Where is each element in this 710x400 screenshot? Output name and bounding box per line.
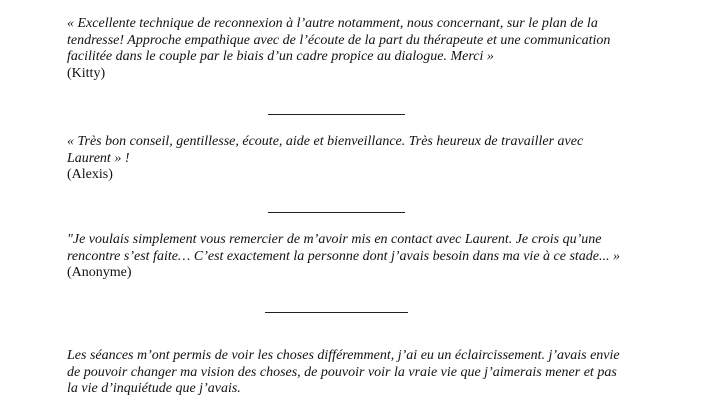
quote-line: « Très bon conseil, gentillesse, écoute, aide et bienveillance. Très heureux de travailler avec xyxy=(67,134,584,149)
testimonial-author: (Kitty) xyxy=(67,65,106,81)
quote-line: de pouvoir changer ma vision des choses, de pouvoir voir la vraie vie que j’aimerais mener et pas xyxy=(67,364,617,380)
quote-line: facilitée dans le couple par le biais d’un cadre propice au dialogue. Merci » xyxy=(67,49,494,64)
quote-line: "Je voulais simplement vous remercier de m’avoir mis en contact avec Laurent. Je crois qu’une xyxy=(67,232,602,247)
quote-line: rencontre s’est faite… C’est exactement la personne dont j’avais besoin dans ma vie à ce stade... » xyxy=(67,248,621,264)
testimonial-alexis xyxy=(67,134,647,184)
separator-line xyxy=(268,114,405,115)
quote-line: tendresse! Approche empathique avec de l’écoute de la part du thérapeute et une communication xyxy=(67,32,611,48)
testimonial-quote xyxy=(67,232,647,265)
testimonial-quote xyxy=(67,348,647,398)
testimonial-author: (Alexis) xyxy=(67,167,113,182)
testimonial-seances xyxy=(67,348,647,398)
testimonial-kitty xyxy=(67,16,647,82)
separator-line xyxy=(268,212,405,213)
quote-line: Les séances m’ont permis de voir les choses différemment, j’ai eu un éclaircissement. j’avais envie xyxy=(67,348,620,363)
quote-line: « Excellente technique de reconnexion à l’autre notamment, nous concernant, sur le plan de la xyxy=(67,16,598,31)
quote-line: la vie d’inquiétude que j’avais. xyxy=(67,381,241,396)
separator-line xyxy=(265,312,408,313)
quote-line: Laurent » ! xyxy=(67,150,130,166)
testimonial-quote xyxy=(67,134,647,167)
testimonial-quote xyxy=(67,16,647,66)
testimonial-anonyme xyxy=(67,232,647,282)
testimonial-author: (Anonyme) xyxy=(67,265,132,280)
